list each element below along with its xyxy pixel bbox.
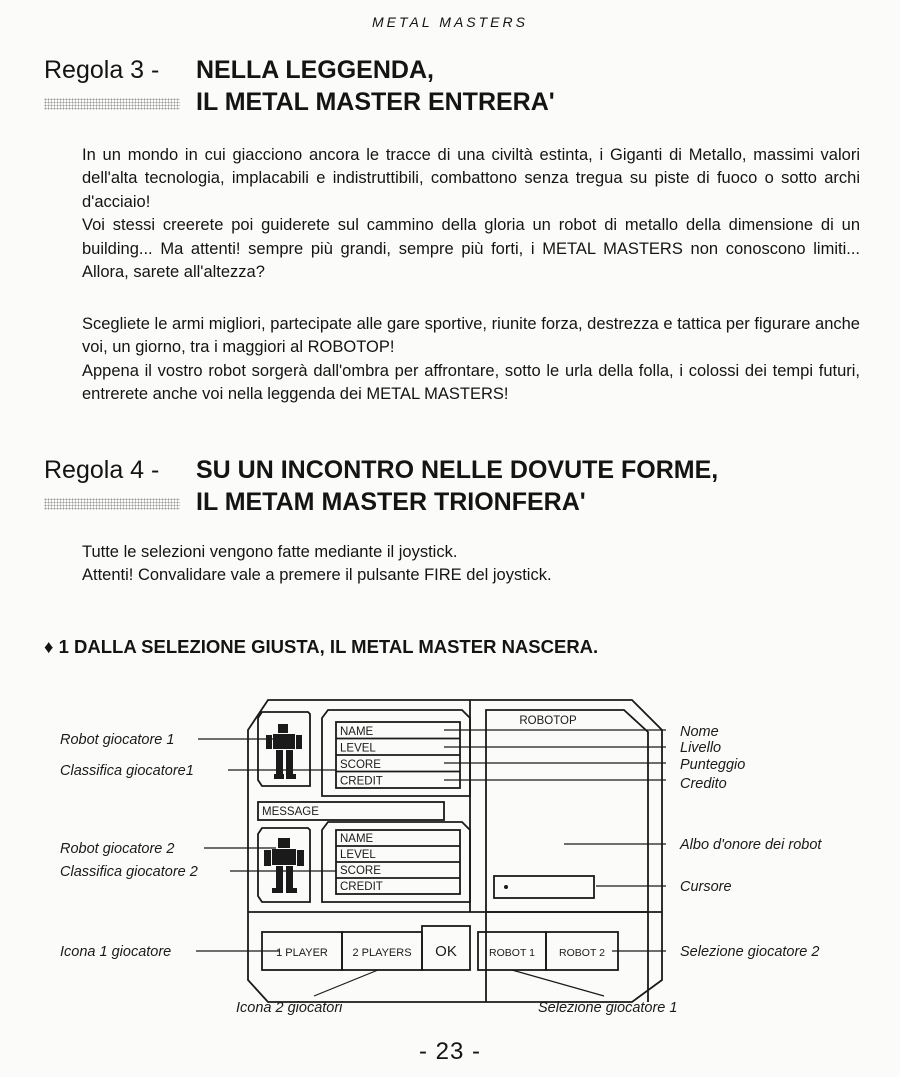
rule3-label: Regola 3 - xyxy=(44,56,160,84)
message-label: MESSAGE xyxy=(262,806,319,818)
robotop-label: ROBOTOP xyxy=(519,715,577,727)
rule3-title-line1: NELLA LEGGENDA, xyxy=(196,56,434,84)
rule3-paragraph: Scegliete le armi migliori, partecipate alle gare sportive, riunite forza, destrezza e tattica per figurare anche voi, un giorno, tra i maggiori al ROBOTOP! xyxy=(82,315,860,357)
heading-shade xyxy=(44,498,180,510)
field-score: SCORE xyxy=(340,865,381,877)
field-credit: CREDIT xyxy=(340,881,383,893)
label-credit: Credito xyxy=(680,776,727,792)
label-cursor: Cursore xyxy=(680,879,732,895)
rule4-paragraph: Tutte le selezioni vengono fatte mediante il joystick. xyxy=(82,543,458,561)
robot2-icon xyxy=(264,838,304,893)
label-icon-2p: Icona 2 giocatori xyxy=(236,1000,343,1016)
section-title: ♦ 1 DALLA SELEZIONE GIUSTA, IL METAL MASTER NASCERA. xyxy=(44,636,599,657)
rule4-label: Regola 4 - xyxy=(44,456,160,484)
label-score: Punteggio xyxy=(680,757,746,773)
field-name: NAME xyxy=(340,726,374,738)
rule3-paragraph: Voi stessi creerete poi guiderete sul cammino della gloria un robot di metallo della dimensione di un building... Ma attenti! sempre più grandi, sempre più forti, i METAL MASTERS non conoscono limiti... Allora, sarete all'altezza? xyxy=(82,216,860,282)
selection-screen-diagram xyxy=(0,690,900,1030)
label-name: Nome xyxy=(680,724,719,740)
button-robot-2-label: ROBOT 2 xyxy=(559,947,605,959)
rule3-text-block-1 xyxy=(82,144,860,284)
cursor-dot xyxy=(504,885,508,889)
field-score: SCORE xyxy=(340,759,381,771)
rule4-title-line2: IL METAM MASTER TRIONFERA' xyxy=(196,488,586,516)
label-robot-p2: Robot giocatore 2 xyxy=(60,841,175,857)
label-honor-roll: Albo d'onore dei robot xyxy=(680,837,822,853)
robot1-icon xyxy=(266,724,302,779)
rule3-paragraph: Appena il vostro robot sorgerà dall'ombra per affrontare, sotto le urla della folla, i colossi dei tempi futuri, entrerete anche voi nella leggenda dei METAL MASTERS! xyxy=(82,361,860,404)
label-level: Livello xyxy=(680,740,722,756)
button-1-player-label: 1 PLAYER xyxy=(276,947,328,959)
running-title: METAL MASTERS xyxy=(372,14,528,30)
heading-shade xyxy=(44,98,180,110)
button-robot-1-label: ROBOT 1 xyxy=(489,947,535,959)
rule4-paragraph: Attenti! Convalidare vale a premere il pulsante FIRE del joystick. xyxy=(82,566,552,585)
field-credit: CREDIT xyxy=(340,775,383,788)
button-ok-label: OK xyxy=(435,943,457,960)
field-level: LEVEL xyxy=(340,742,376,755)
rule3-title-line2: IL METAL MASTER ENTRERA' xyxy=(196,88,555,116)
button-2-players-label: 2 PLAYERS xyxy=(352,947,412,959)
label-rank-p2: Classifica giocatore 2 xyxy=(60,864,198,880)
label-robot-p1: Robot giocatore 1 xyxy=(60,732,175,748)
cursor-box xyxy=(494,876,594,898)
rule3-text-block-2 xyxy=(82,313,860,407)
rule4-text-block xyxy=(82,541,860,588)
rule3-paragraph: In un mondo in cui giacciono ancora le tracce di una civiltà estinta, i Giganti di Metallo, massimi valori dell'alta tecnologia, implacabili e indistruttibili, combattono senza tregua su piste di fuoco o sotto archi d'acciaio! xyxy=(82,146,860,211)
label-rank-p1: Classifica giocatore1 xyxy=(60,763,194,779)
label-select-p2: Selezione giocatore 2 xyxy=(680,944,820,960)
rule4-title-line1: SU UN INCONTRO NELLE DOVUTE FORME, xyxy=(196,456,719,484)
label-icon-1p: Icona 1 giocatore xyxy=(60,944,172,960)
field-level: LEVEL xyxy=(340,849,376,861)
robotop-panel xyxy=(486,710,648,912)
page-number: - 23 - xyxy=(418,1038,481,1065)
label-select-p1: Selezione giocatore 1 xyxy=(538,1000,678,1016)
field-name: NAME xyxy=(340,833,374,845)
